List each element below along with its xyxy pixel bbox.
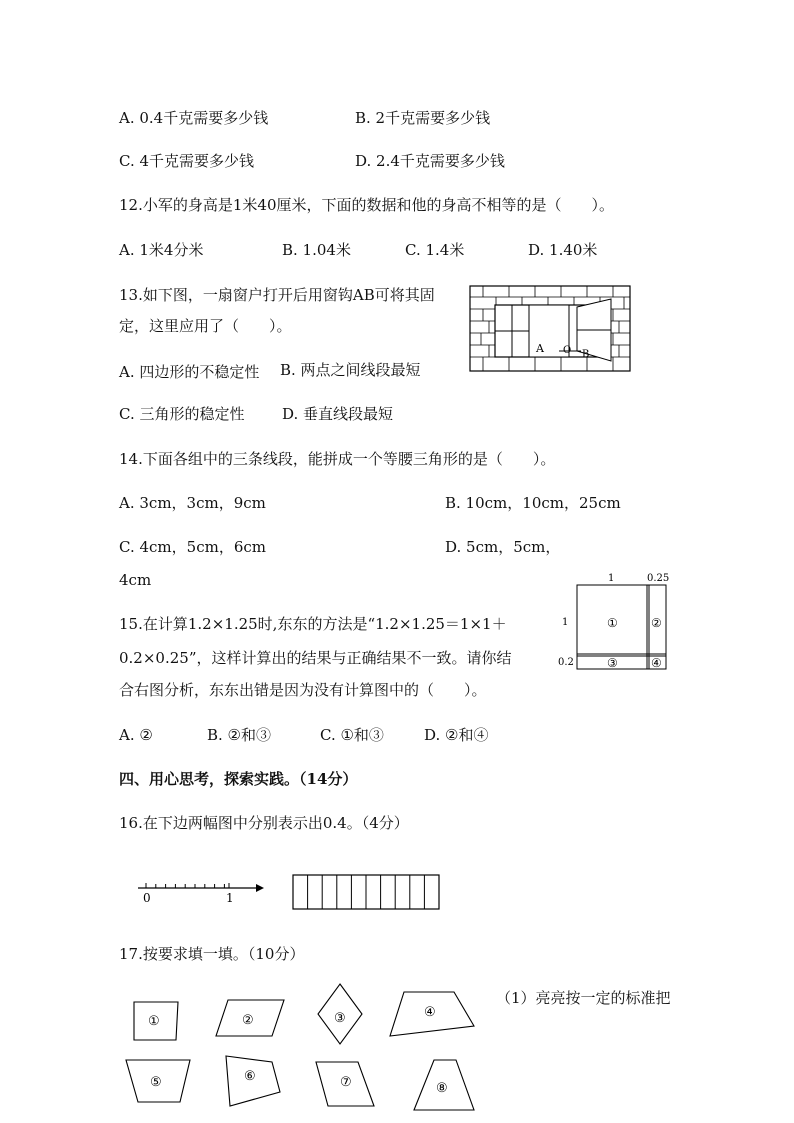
left-label-02: 0.2 (558, 657, 574, 668)
tenths-strip (292, 874, 442, 912)
shape-8-label: ⑧ (436, 1081, 448, 1096)
q13-option-c: C. 三角形的稳定性 (119, 405, 245, 423)
region-1: ① (607, 616, 618, 630)
left-label-1: 1 (562, 617, 569, 628)
axis-label-1: 1 (226, 891, 234, 905)
label-a: A (536, 342, 544, 355)
q15-stem-line3: 合右图分析，东东出错是因为没有计算图中的（ ）。 (119, 681, 487, 699)
shape-6-label: ⑥ (244, 1069, 256, 1084)
q11-option-c: C. 4千克需要多少钱 (119, 152, 255, 170)
label-o: O (563, 345, 572, 356)
q15-option-b: B. ②和③ (207, 726, 272, 744)
shape-3-label: ③ (334, 1011, 346, 1026)
q14-option-b: B. 10cm，10cm，25cm (445, 494, 621, 512)
top-label-025: 0.25 (647, 573, 670, 584)
q11-option-a: A. 0.4千克需要多少钱 (119, 109, 269, 127)
q12-stem: 12.小军的身高是1米40厘米，下面的数据和他的身高不相等的是（ ）。 (119, 196, 614, 214)
q12-option-c: C. 1.4米 (405, 241, 465, 259)
shape-7-label: ⑦ (340, 1075, 352, 1090)
area-model-figure (550, 570, 670, 674)
q15-stem-line1: 15.在计算1.2×1.25时,东东的方法是“1.2×1.25＝1×1＋ (119, 615, 507, 633)
axis-label-0: 0 (143, 891, 151, 905)
shapes-figure (118, 980, 494, 1123)
number-line (130, 872, 270, 906)
region-4: ④ (651, 656, 662, 670)
region-2: ② (651, 616, 662, 630)
shape-1-label: ① (148, 1014, 160, 1029)
q11-option-d: D. 2.4千克需要多少钱 (355, 152, 505, 170)
label-b: B (582, 349, 590, 360)
q12-option-b: B. 1.04米 (282, 241, 351, 259)
shape-4-label: ④ (424, 1005, 436, 1020)
q13-stem-line1: 13.如下图，一扇窗户打开后用窗钩AB可将其固 (119, 286, 435, 304)
q17-sub1: （1）亮亮按一定的标准把 (496, 989, 671, 1007)
q14-stem: 14.下面各组中的三条线段，能拼成一个等腰三角形的是（ ）。 (119, 450, 556, 468)
window-panes (495, 299, 611, 361)
section-4-title: 四、用心思考，探索实践。（14分） (119, 770, 358, 788)
top-label-1: 1 (608, 573, 615, 584)
shape-5-label: ⑤ (150, 1075, 162, 1090)
q15-option-a: A. ② (119, 726, 153, 744)
q13-stem-line2: 定，这里应用了（ ）。 (119, 317, 292, 335)
q14-option-c: C. 4cm，5cm，6cm (119, 538, 266, 556)
q17-stem: 17.按要求填一填。（10分） (119, 945, 305, 963)
shape-2-label: ② (242, 1013, 254, 1028)
q15-option-d: D. ②和④ (424, 726, 489, 744)
q14-option-a: A. 3cm，3cm，9cm (119, 494, 266, 512)
q13-option-d: D. 垂直线段最短 (282, 405, 394, 423)
region-3: ③ (607, 656, 618, 670)
arrow-head-icon (256, 884, 264, 892)
q13-option-b: B. 两点之间线段最短 (280, 361, 421, 379)
window-figure (469, 285, 631, 373)
q12-option-d: D. 1.40米 (528, 241, 598, 259)
q15-option-c: C. ①和③ (320, 726, 384, 744)
q15-stem-line2: 0.2×0.25”，这样计算出的结果与正确结果不一致。请你结 (119, 649, 512, 667)
q14-option-d: D. 5cm，5cm， (445, 538, 561, 556)
q12-option-a: A. 1米4分米 (119, 241, 204, 259)
q13-option-a: A. 四边形的不稳定性 (119, 363, 260, 381)
q14-option-d-cont: 4cm (119, 571, 152, 589)
q16-stem: 16.在下边两幅图中分别表示出0.4。（4分） (119, 814, 409, 832)
q11-option-b: B. 2千克需要多少钱 (355, 109, 491, 127)
